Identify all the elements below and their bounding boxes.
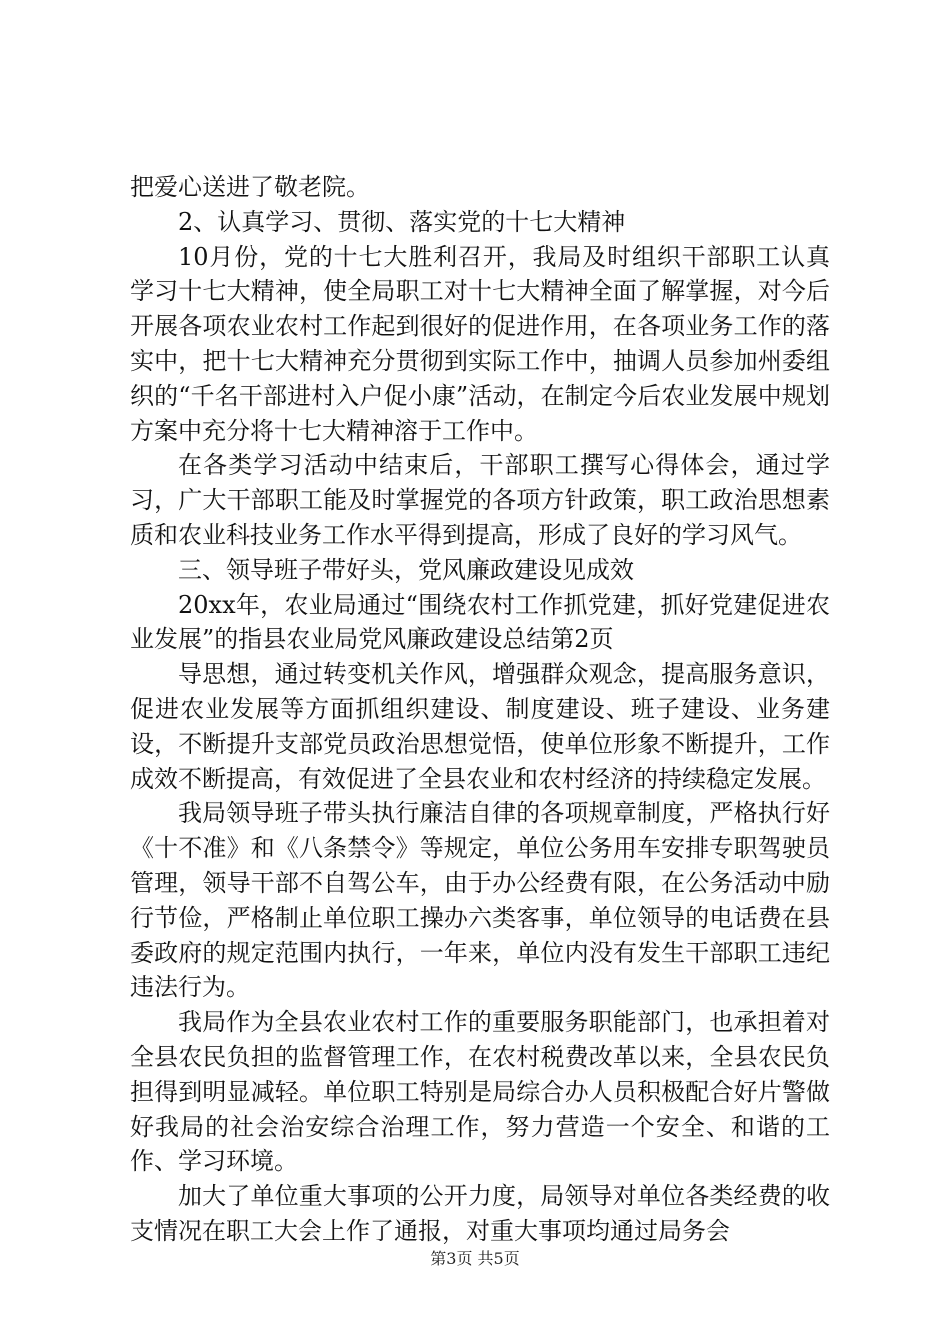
paragraph-6: 20xx年，农业局通过“围绕农村工作抓党建，抓好党建促进农业发展”的指县农业局党风廉政建设总结第2页 (130, 590, 830, 654)
paragraph-2-heading: 2、认真学习、贯彻、落实党的十七大精神 (178, 207, 626, 236)
paragraph-10: 加大了单位重大事项的公开力度，局领导对单位各类经费的收支情况在职工大会上作了通报，对重大事项均通过局务会 (130, 1182, 830, 1245)
paragraph-8: 我局领导班子带头执行廉洁自律的各项规章制度，严格执行好《十不准》和《八条禁令》等规定，单位公务用车安排专职驾驶员管理，领导干部不自驾公车，由于办公经费有限，在公务活动中励行节俭，严格制止单位职工操办六类客事，单位领导的电话费在县委政府的规定范围内执行，一年来，单位内没有发生干部职工违纪违法行为。 (130, 799, 830, 1002)
document-body (130, 170, 830, 1249)
paragraph-9: 我局作为全县农业农村工作的重要服务职能部门，也承担着对全县农民负担的监督管理工作，在农村税费改革以来，全县农民负担得到明显减轻。单位职工特别是局综合办人员积极配合好片警做好我局的社会治安综合治理工作，努力营造一个安全、和谐的工作、学习环境。 (130, 1008, 830, 1176)
paragraph-1: 把爱心送进了敬老院。 (130, 173, 370, 201)
paragraph-7: 导思想，通过转变机关作风，增强群众观念，提高服务意识，促进农业发展等方面抓组织建设、制度建设、班子建设、业务建设，不断提升支部党员政治思想觉悟，使单位形象不断提升，工作成效不断提高，有效促进了全县农业和农村经济的持续稳定发展。 (130, 660, 830, 793)
paragraph-3: 10月份，党的十七大胜利召开，我局及时组织干部职工认真学习十七大精神，使全局职工对十七大精神全面了解掌握，对今后开展各项农业农村工作起到很好的促进作用，在各项业务工作的落实中，把十七大精神充分贯彻到实际工作中，抽调人员参加州委组织的“千名干部进村入户促小康”活动，在制定今后农业发展中规划方案中充分将十七大精神溶于工作中。 (130, 242, 830, 445)
page-number-footer: 第3页 共5页 (430, 1249, 520, 1268)
paragraph-4: 在各类学习活动中结束后，干部职工撰写心得体会，通过学习，广大干部职工能及时掌握党的各项方针政策，职工政治思想素质和农业科技业务工作水平得到提高，形成了良好的学习风气。 (130, 451, 830, 549)
paragraph-5-heading: 三、领导班子带好头，党风廉政建设见成效 (178, 555, 634, 584)
